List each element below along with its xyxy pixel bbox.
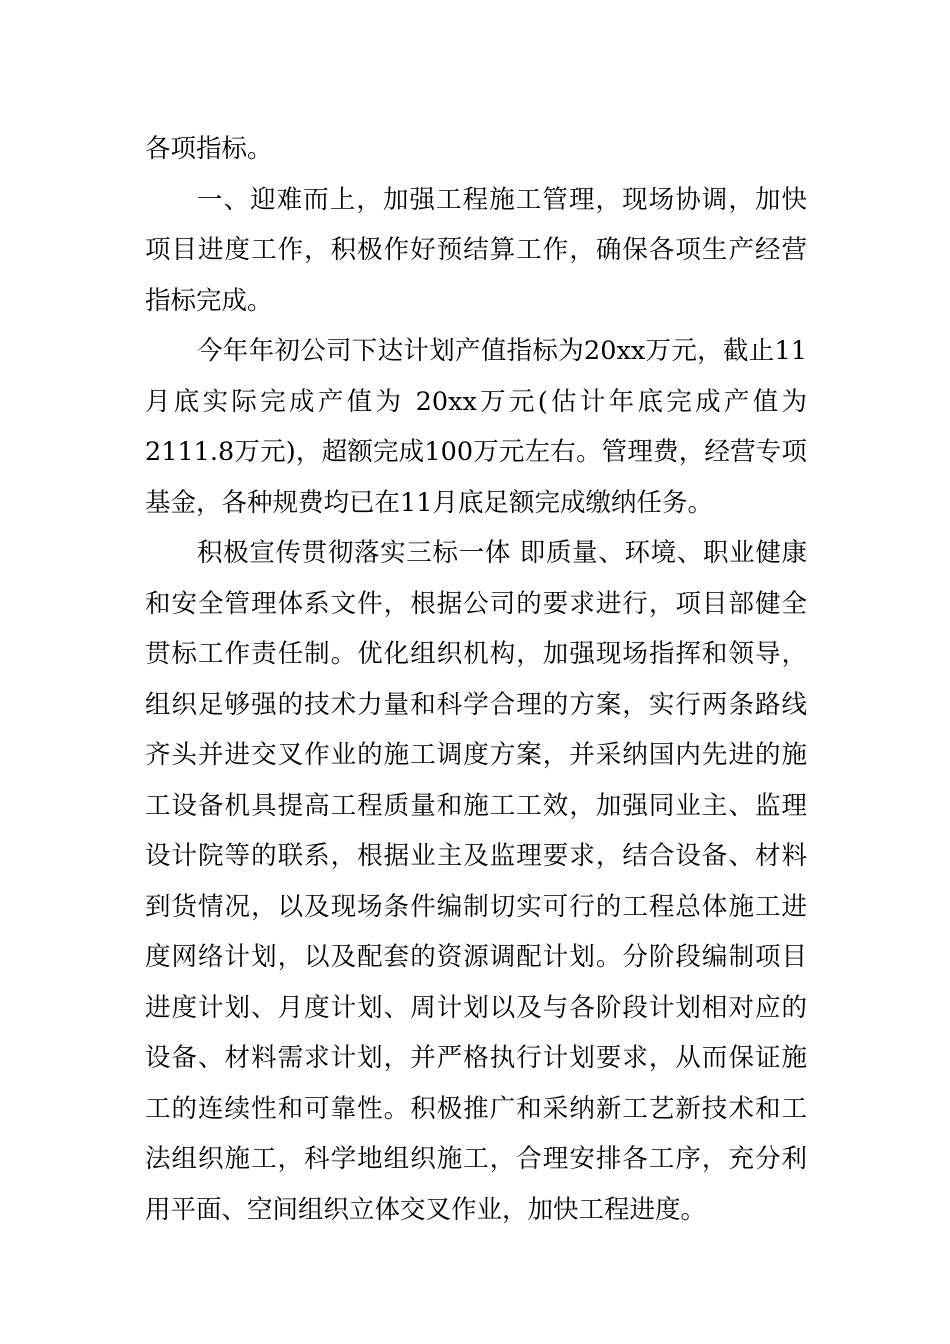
document-body xyxy=(145,124,807,1235)
text-line: 指标完成。 xyxy=(145,285,273,316)
paragraph-2 xyxy=(145,175,807,327)
text-line: 工的连续性和可靠性。积极推广和采纳新工艺新技术和工 xyxy=(145,1093,807,1124)
text-line: 2111.8万元)，超额完成100万元左右。管理费，经营专项 xyxy=(145,437,807,467)
text-line: 各项指标。 xyxy=(145,134,273,164)
text-line: 项目进度工作，积极作好预结算工作，确保各项生产经营 xyxy=(145,235,807,265)
text-line: 度网络计划，以及配套的资源调配计划。分阶段编制项目 xyxy=(145,942,807,972)
text-line: 一、迎难而上，加强工程施工管理，现场协调，加快 xyxy=(197,184,807,215)
text-line: 到货情况，以及现场条件编制切实可行的工程总体施工进 xyxy=(145,891,807,922)
paragraph-3 xyxy=(145,326,807,528)
text-line: 月底实际完成产值为 20xx万元(估计年底完成产值为 xyxy=(145,386,807,417)
text-line: 基金，各种规费均已在11月底足额完成缴纳任务。 xyxy=(145,487,713,518)
text-line: 贯标工作责任制。优化组织机构，加强现场指挥和领导， xyxy=(145,639,807,669)
text-line: 积极宣传贯彻落实三标一体 即质量、环境、职业健康 xyxy=(197,538,807,568)
text-line: 法组织施工，科学地组织施工，合理安排各工序，充分利 xyxy=(145,1144,807,1174)
text-line: 今年年初公司下达计划产值指标为20xx万元，截止11 xyxy=(197,336,807,366)
text-line: 和安全管理体系文件，根据公司的要求进行，项目部健全 xyxy=(145,588,807,619)
text-line: 工设备机具提高工程质量和施工工效，加强同业主、监理 xyxy=(145,790,807,821)
text-line: 进度计划、月度计划、周计划以及与各阶段计划相对应的 xyxy=(145,992,807,1023)
text-line: 齐头并进交叉作业的施工调度方案，并采纳国内先进的施 xyxy=(145,740,807,770)
paragraph-1 xyxy=(145,124,807,175)
text-line: 设计院等的联系，根据业主及监理要求，结合设备、材料 xyxy=(145,841,807,871)
text-line: 设备、材料需求计划，并严格执行计划要求，从而保证施 xyxy=(145,1043,807,1073)
paragraph-4 xyxy=(145,528,807,1235)
text-line: 用平面、空间组织立体交叉作业，加快工程进度。 xyxy=(145,1194,707,1225)
text-line: 组织足够强的技术力量和科学合理的方案，实行两条路线 xyxy=(145,689,807,720)
